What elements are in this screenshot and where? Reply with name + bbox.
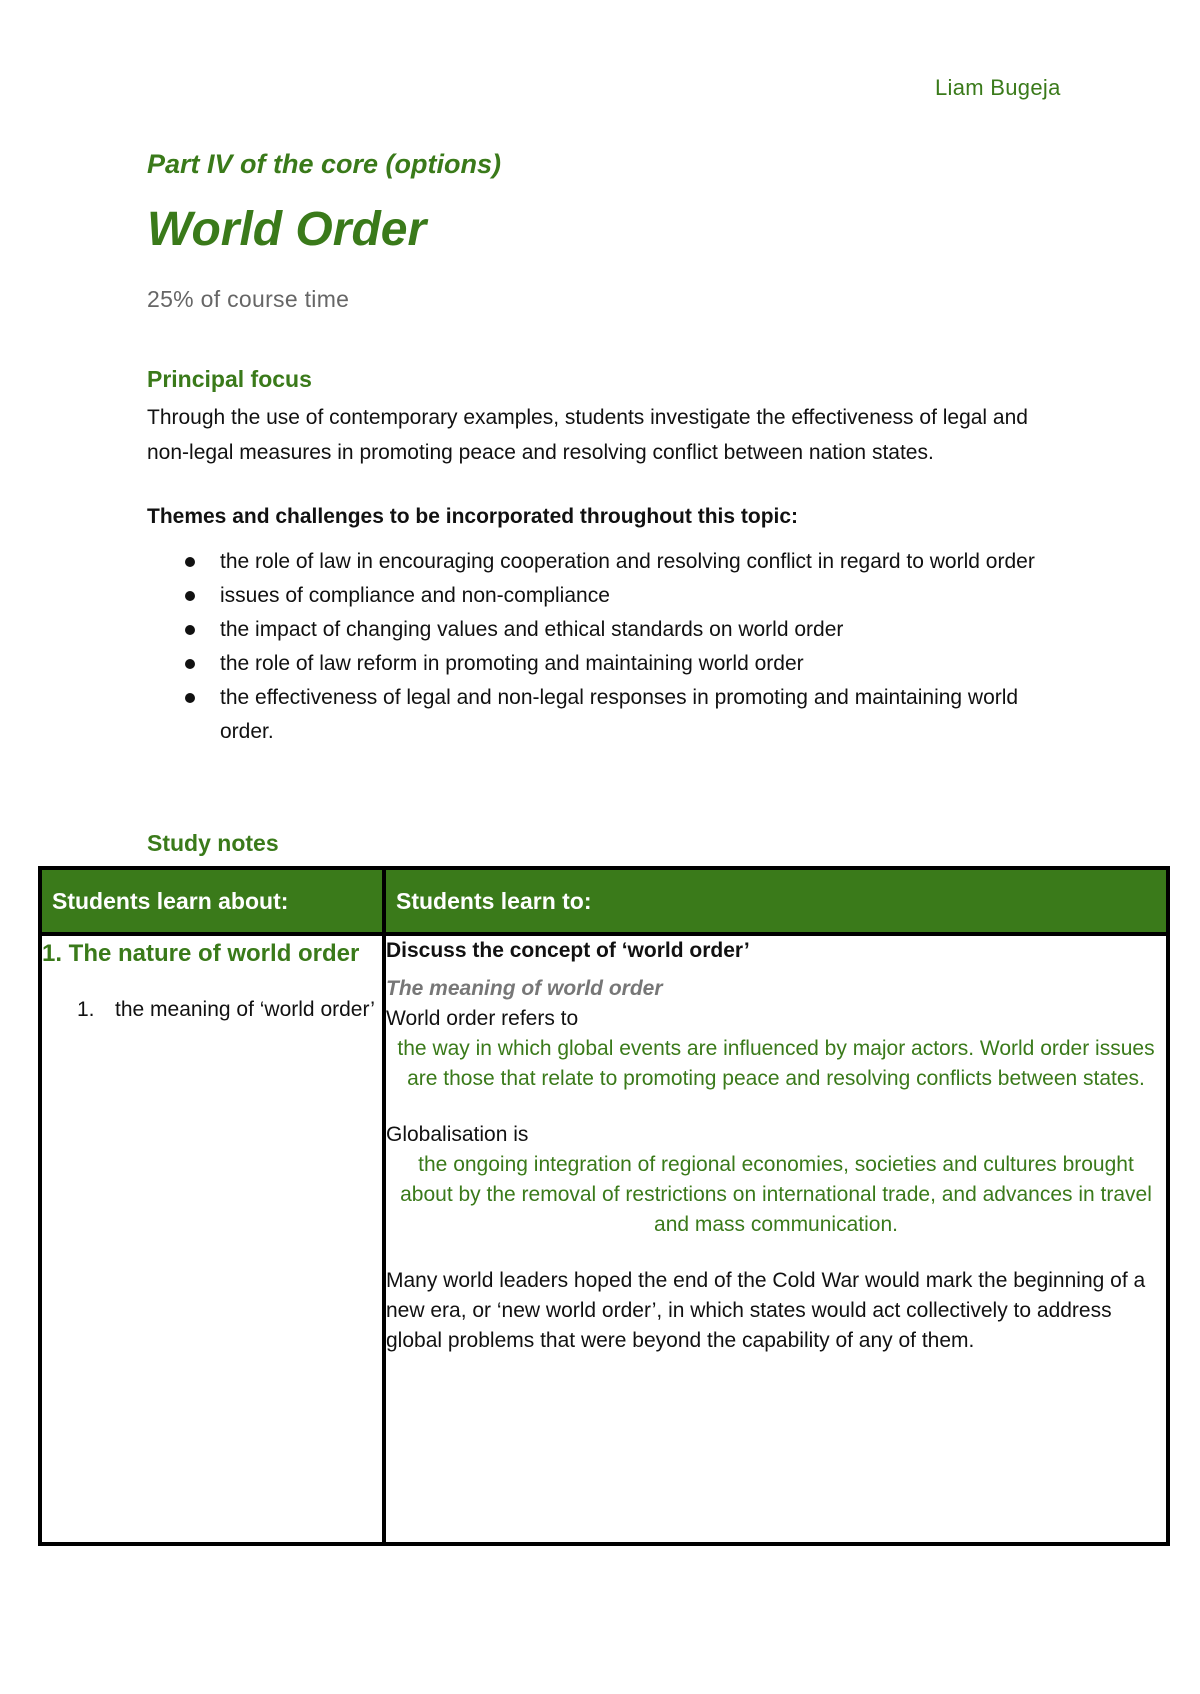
list-item-number: 1. <box>77 998 95 1021</box>
learn-to-cell <box>384 934 1168 1544</box>
list-item-text: issues of compliance and non-compliance <box>220 584 610 607</box>
column-header-learn-to: Students learn to: <box>384 868 1168 934</box>
list-item <box>147 681 1047 749</box>
column-header-learn-about: Students learn about: <box>40 868 384 934</box>
study-notes-table <box>38 866 1170 1546</box>
task-heading: Discuss the concept of ‘world order’ <box>386 939 750 962</box>
list-item <box>147 545 1047 579</box>
list-item-text: the impact of changing values and ethical standards on world order <box>220 618 844 641</box>
list-item-text: the effectiveness of legal and non-legal responses in promoting and maintaining world order. <box>220 686 1019 743</box>
list-item-text: the role of law reform in promoting and maintaining world order <box>220 652 804 675</box>
bullet-icon <box>185 659 195 669</box>
table-row <box>40 934 1168 1544</box>
table-header-row <box>40 868 1168 934</box>
bullet-icon <box>185 693 195 703</box>
definition-text: the ongoing integration of regional economies, societies and cultures brought about by the removal of restrictions on international trade, and advances in travel and mass communication. <box>400 1153 1152 1236</box>
definition-text: the way in which global events are influenced by major actors. World order issues are those that relate to promoting peace and resolving conflicts between states. <box>397 1037 1155 1090</box>
study-notes-heading: Study notes <box>147 830 279 856</box>
paragraph: Many world leaders hoped the end of the Cold War would mark the beginning of a new era, or ‘new world order’, in which states would act collectively to address global problems that were beyond the capability of any of them. <box>386 1269 1146 1352</box>
list-item <box>147 647 1047 681</box>
themes-heading: Themes and challenges to be incorporated throughout this topic: <box>147 505 799 528</box>
themes-list <box>147 545 1047 749</box>
definition-label: World order refers to <box>386 1007 579 1030</box>
list-item <box>147 579 1047 613</box>
learn-about-cell <box>40 934 384 1544</box>
part-label: Part IV of the core (options) <box>147 149 502 179</box>
principal-focus-heading: Principal focus <box>147 366 312 392</box>
list-item <box>42 995 382 1025</box>
principal-focus-body: Through the use of contemporary examples, students investigate the effectiveness of legal and non-legal measures in promoting peace and resolving conflict between nation states. <box>147 406 1028 464</box>
learn-about-list <box>42 995 382 1025</box>
subheading: The meaning of world order <box>386 977 663 1000</box>
list-item-text: the meaning of ‘world order’ <box>115 998 375 1021</box>
list-item-text: the role of law in encouraging cooperation and resolving conflict in regard to world order <box>220 550 1035 573</box>
list-item <box>147 613 1047 647</box>
definition-label: Globalisation is <box>386 1123 529 1146</box>
bullet-icon <box>185 557 195 567</box>
bullet-icon <box>185 591 195 601</box>
page-title: World Order <box>147 203 427 256</box>
section-title: 1. The nature of world order <box>42 940 360 967</box>
course-time: 25% of course time <box>147 286 350 312</box>
author-name: Liam Bugeja <box>935 75 1061 100</box>
bullet-icon <box>185 625 195 635</box>
